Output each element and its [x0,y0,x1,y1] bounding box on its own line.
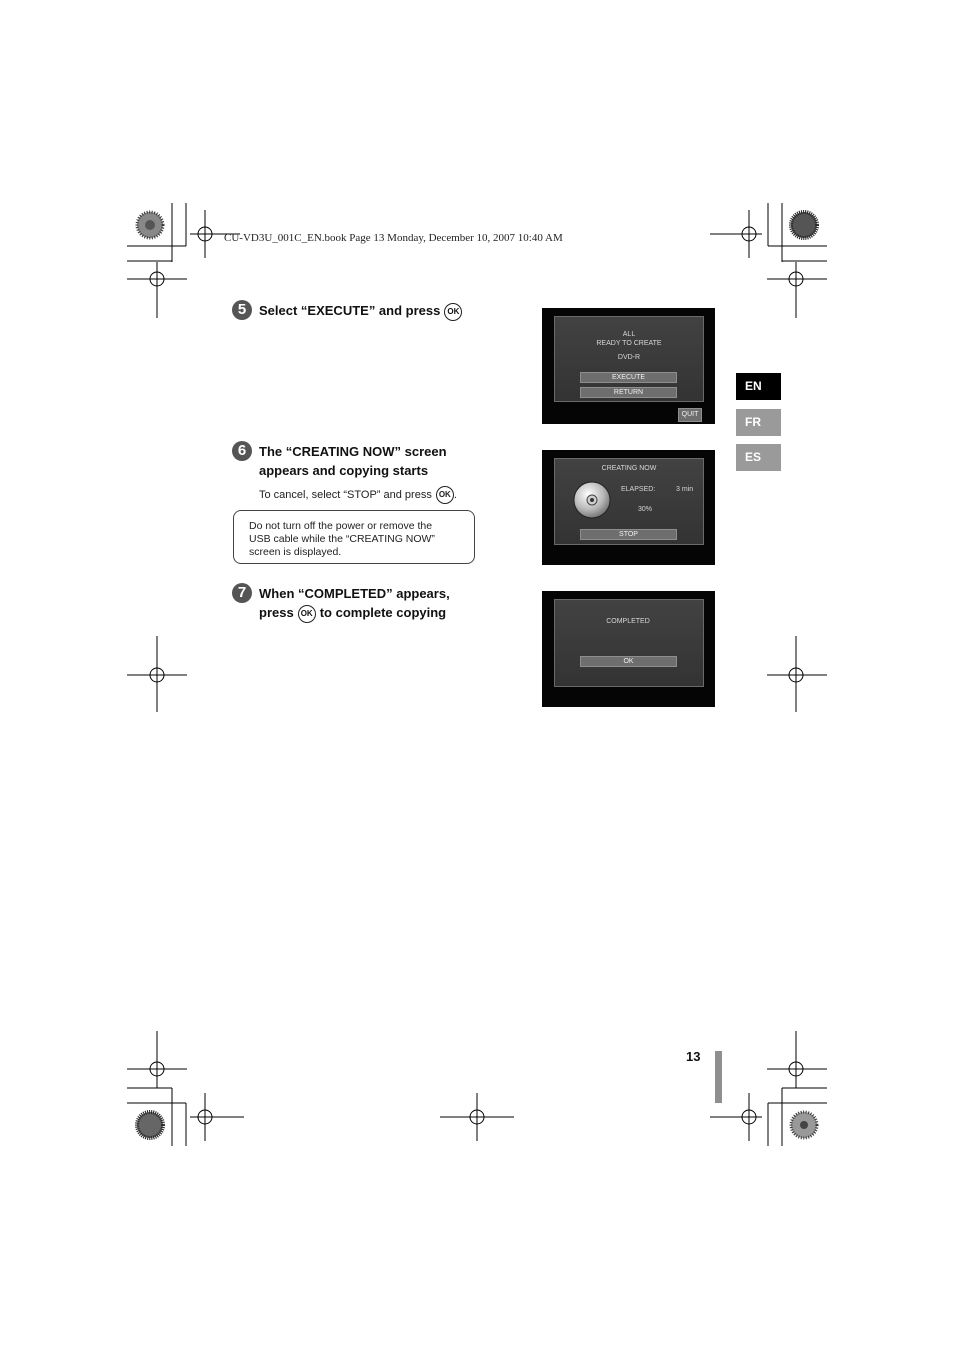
elapsed-value: 3 min [676,486,694,493]
return-button[interactable]: RETURN [580,387,677,398]
screen-line-ready: READY TO CREATE [596,340,662,347]
note-line-1: Do not turn off the power or remove the [249,520,433,532]
step-5-title [259,301,462,321]
caution-note [233,510,475,564]
completed-dialog [554,599,704,687]
progress-percent: 30% [638,506,653,513]
screen-line-all: ALL [622,331,636,338]
lang-tab-fr[interactable]: FR [736,409,781,436]
step-7-title-line2 [259,603,450,623]
disc-icon [572,480,612,520]
file-info-header: CU-VD3U_001C_EN.book Page 13 Monday, December 10, 2007 10:40 AM [224,232,563,244]
step-6-title-line1: The “CREATING NOW” screen [259,444,447,459]
step-5-number: 5 [232,300,252,320]
step-7-complete: to complete copying [319,605,447,620]
execute-dialog [554,316,704,402]
execute-screen [542,308,715,424]
step-6-title [259,442,447,480]
step-7-title-line1: When “COMPLETED” appears, [259,586,450,601]
completed-title: COMPLETED [606,618,650,625]
note-line-3: screen is displayed. [249,546,342,558]
ok-button-icon: OK [436,486,454,504]
step-7-title [259,584,450,623]
screen-line-dvdr: DVD-R [617,354,641,361]
ok-button[interactable]: OK [580,656,677,667]
step-7-press: press [259,605,294,620]
quit-button[interactable]: QUIT [678,408,702,422]
lang-tab-en[interactable]: EN [736,373,781,400]
step-7-number: 7 [232,583,252,603]
page-edge-bar [715,1051,722,1103]
creating-title: CREATING NOW [601,465,657,472]
step-6-cancel-instruction [259,486,457,504]
execute-button[interactable]: EXECUTE [580,372,677,383]
creating-screen [542,450,715,565]
step-6-title-line2: appears and copying starts [259,463,429,478]
note-line-2: USB cable while the “CREATING NOW” [249,533,435,545]
lang-tab-es[interactable]: ES [736,444,781,471]
stop-button[interactable]: STOP [580,529,677,540]
creating-dialog [554,458,704,545]
completed-screen [542,591,715,707]
elapsed-label: ELAPSED: [621,486,656,493]
ok-button-icon: OK [444,303,462,321]
step-6-number: 6 [232,441,252,461]
cancel-text-end: . [453,488,457,501]
page-number: 13 [686,1049,701,1064]
step-5-title-text: Select “EXECUTE” and press [259,303,441,318]
ok-button-icon: OK [298,605,316,623]
cancel-text: To cancel, select “STOP” and press [259,488,432,501]
